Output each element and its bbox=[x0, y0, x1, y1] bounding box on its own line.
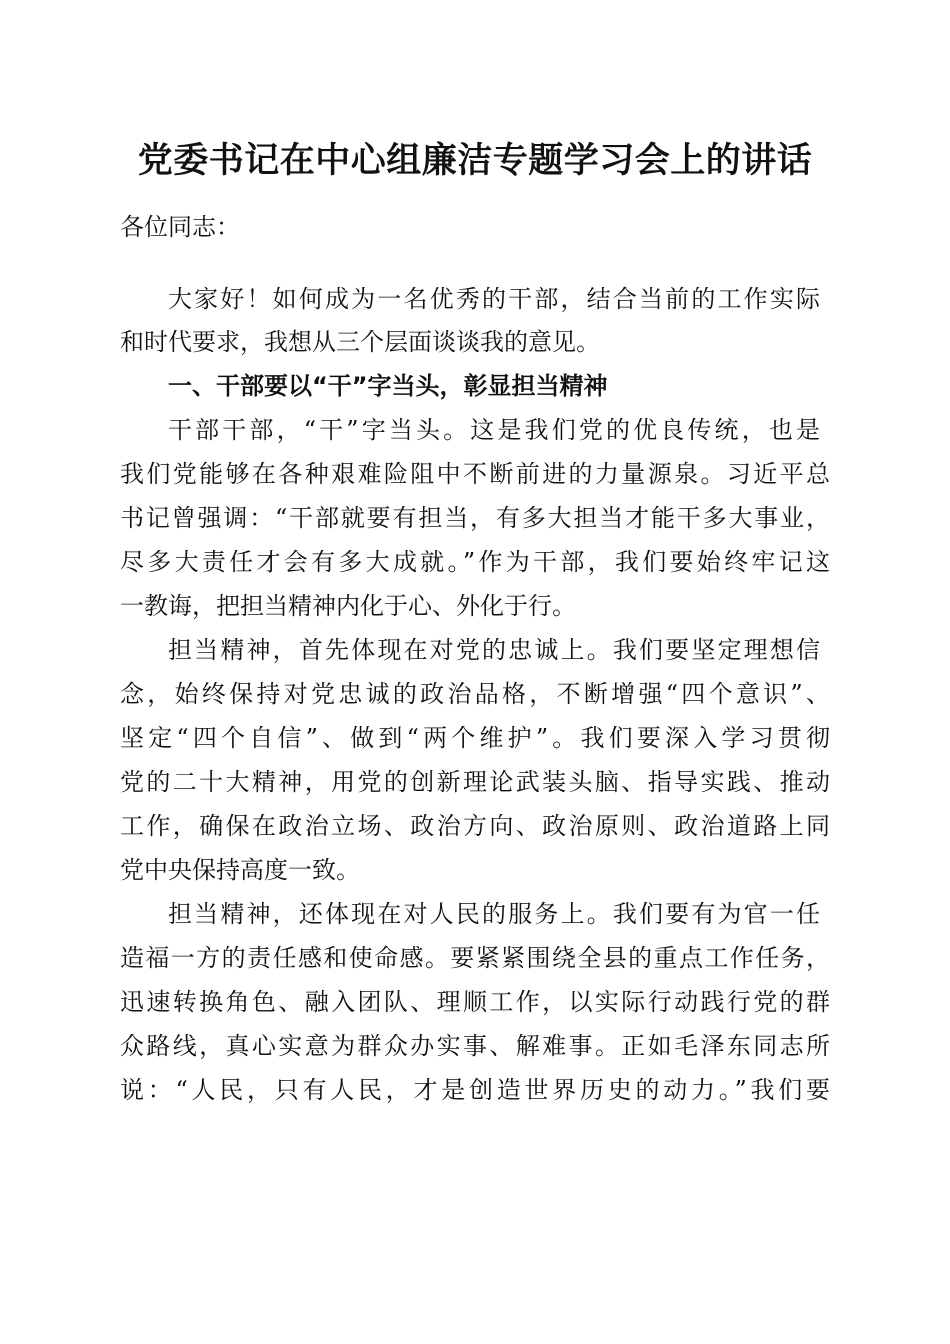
intro-line: 和时代要求，我想从三个层面谈谈我的意见。 bbox=[120, 328, 600, 356]
page-title: 党委书记在中心组廉洁专题学习会上的讲话 bbox=[137, 140, 813, 181]
paragraph-line: 担当精神，还体现在对人民的服务上。我们要有为官一任 bbox=[168, 900, 820, 928]
paragraph-line: 念，始终保持对党忠诚的政治品格，不断增强“四个意识”、 bbox=[120, 680, 830, 708]
intro-line: 大家好！如何成为一名优秀的干部，结合当前的工作实际 bbox=[168, 285, 820, 313]
paragraph-line: 干部干部，“干”字当头。这是我们党的优良传统，也是 bbox=[168, 416, 820, 444]
paragraph-line: 工作，确保在政治立场、政治方向、政治原则、政治道路上同 bbox=[120, 812, 830, 840]
paragraph-line: 迅速转换角色、融入团队、理顺工作，以实际行动践行党的群 bbox=[120, 988, 830, 1016]
paragraph-line: 众路线，真心实意为群众办实事、解难事。正如毛泽东同志所 bbox=[120, 1032, 830, 1060]
paragraph-line: 书记曾强调：“干部就要有担当，有多大担当才能干多大事业， bbox=[120, 504, 830, 532]
paragraph-line: 造福一方的责任感和使命感。要紧紧围绕全县的重点工作任务， bbox=[120, 944, 830, 972]
section-heading: 一、干部要以“干”字当头，彰显担当精神 bbox=[168, 372, 608, 400]
paragraph-line: 尽多大责任才会有多大成就。”作为干部，我们要始终牢记这 bbox=[120, 548, 830, 576]
paragraph-line: 说：“人民，只有人民，才是创造世界历史的动力。”我们要 bbox=[120, 1076, 830, 1104]
paragraph-line: 党的二十大精神，用党的创新理论武装头脑、指导实践、推动 bbox=[120, 768, 830, 796]
paragraph-line: 坚定“四个自信”、做到“两个维护”。我们要深入学习贯彻 bbox=[120, 724, 830, 752]
paragraph-line: 一教诲，把担当精神内化于心、外化于行。 bbox=[120, 592, 576, 620]
paragraph-line: 党中央保持高度一致。 bbox=[120, 856, 360, 884]
paragraph-line: 我们党能够在各种艰难险阻中不断前进的力量源泉。习近平总 bbox=[120, 460, 830, 488]
salutation: 各位同志： bbox=[120, 213, 240, 241]
paragraph-line: 担当精神，首先体现在对党的忠诚上。我们要坚定理想信 bbox=[168, 636, 820, 664]
